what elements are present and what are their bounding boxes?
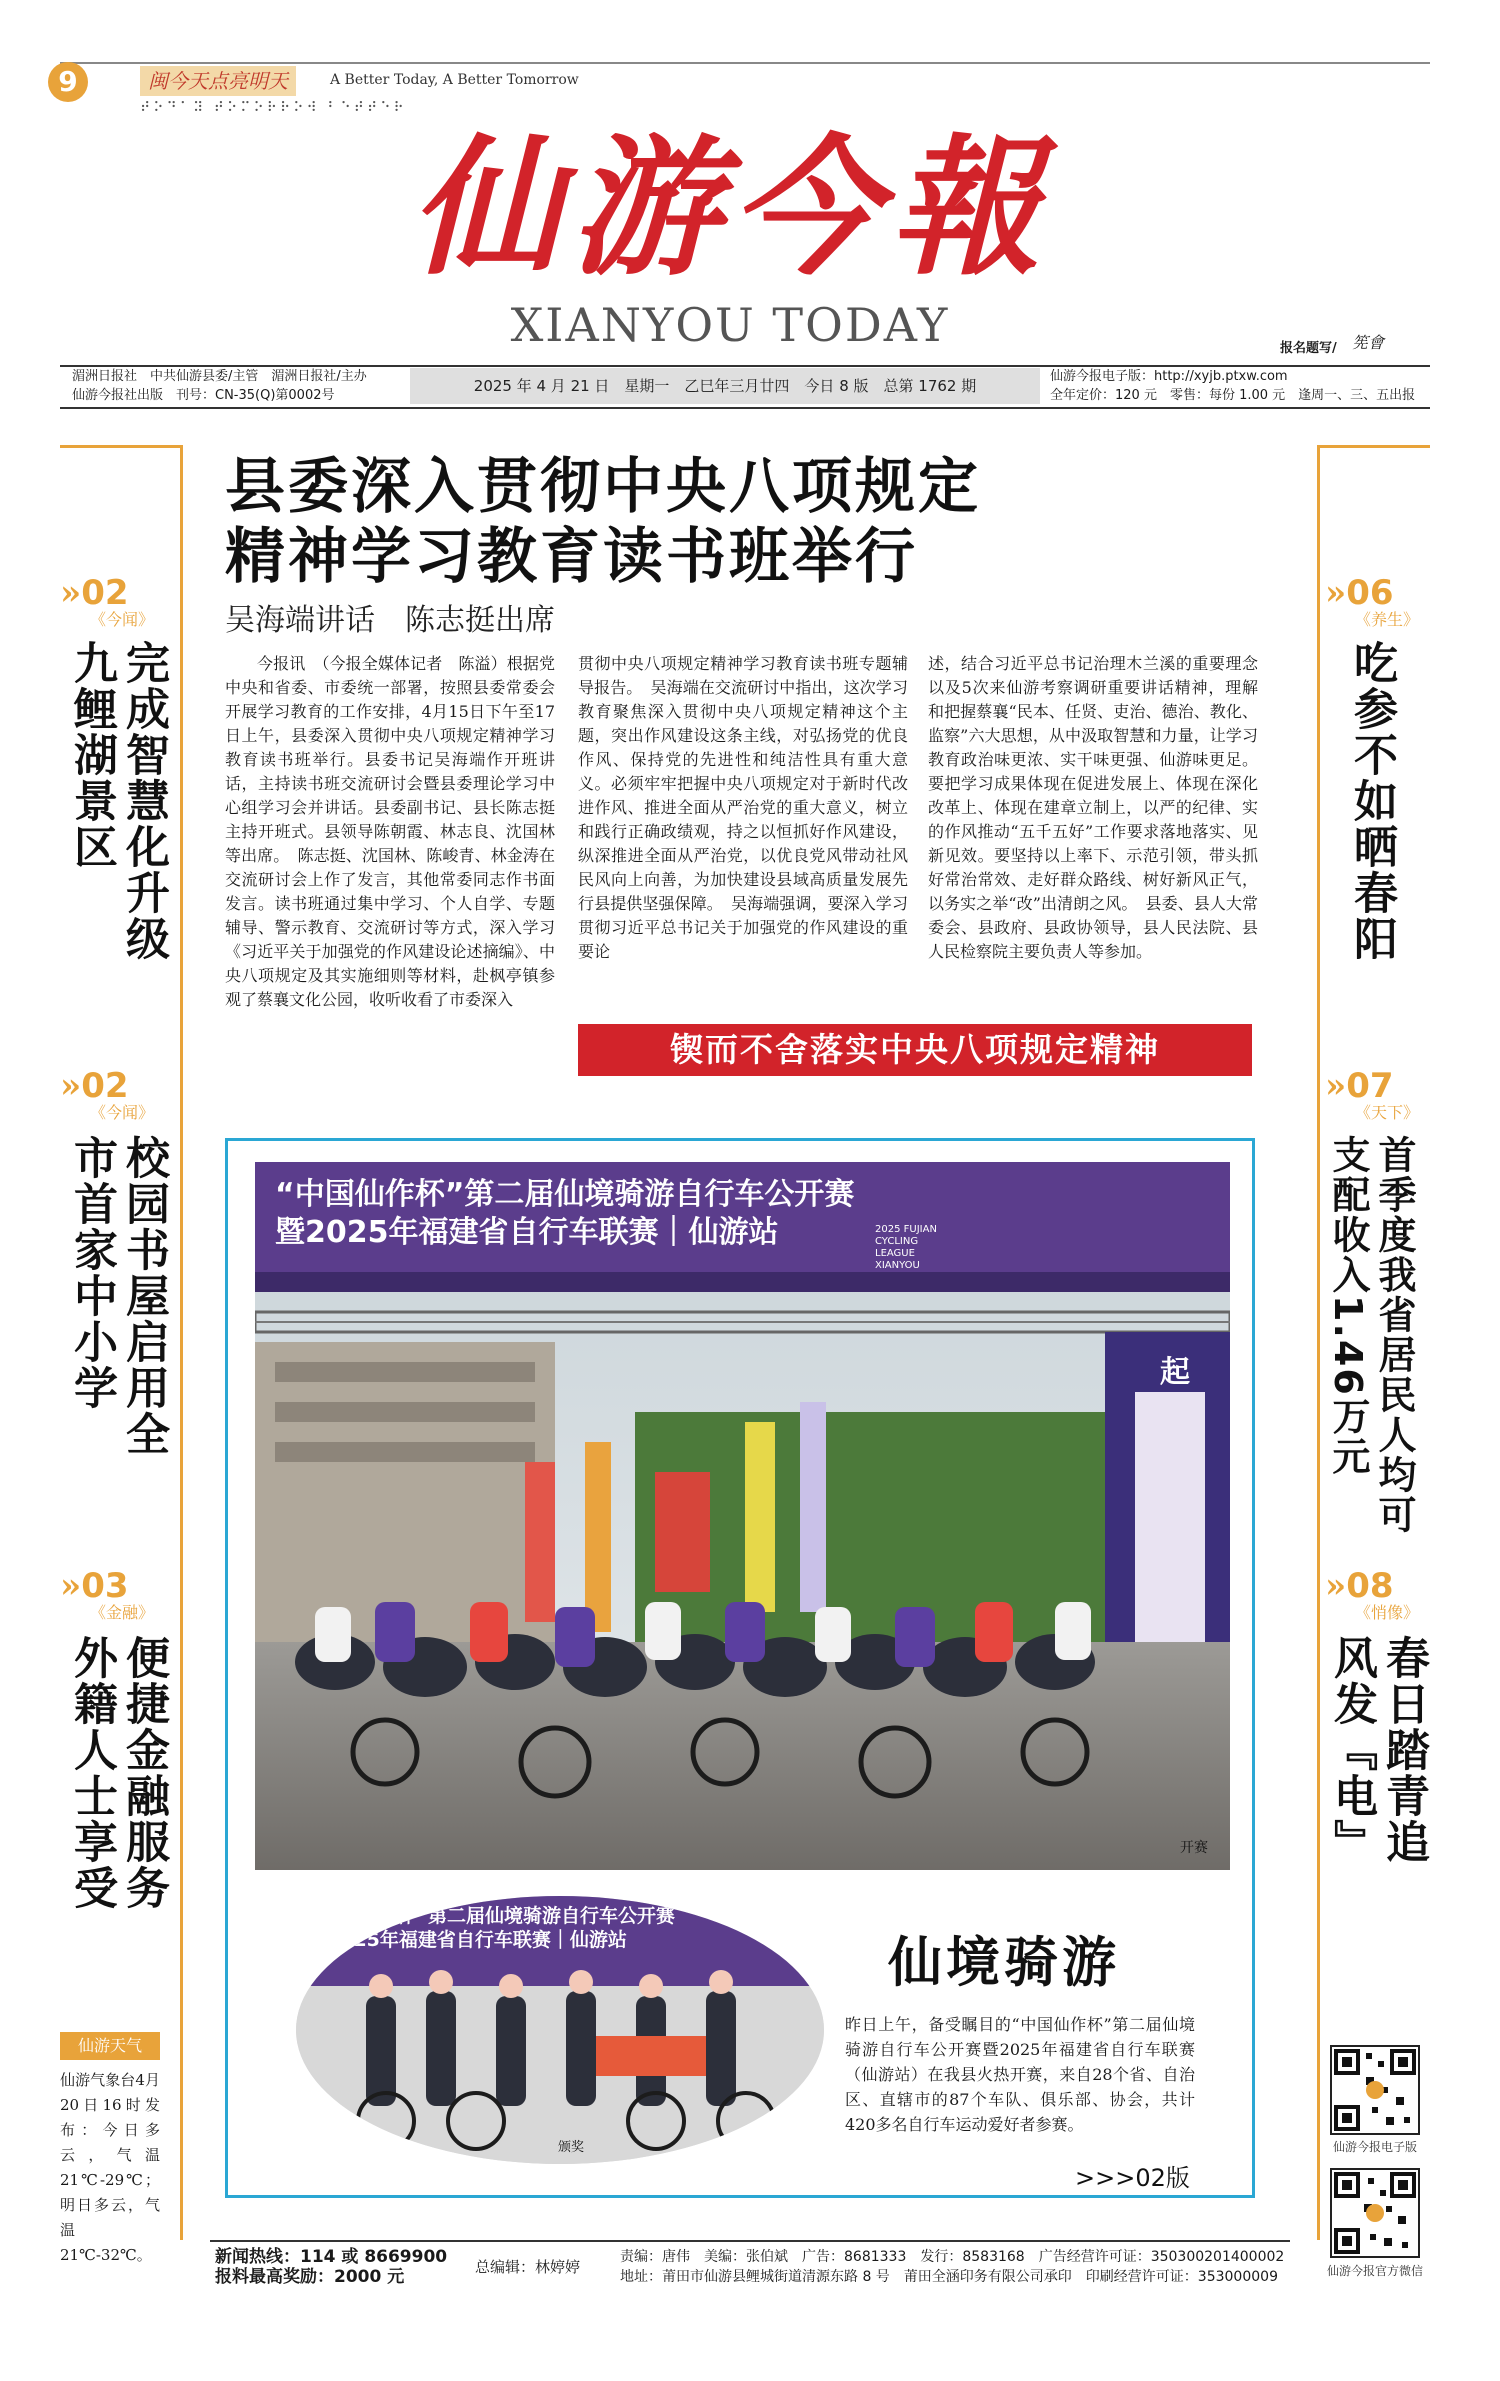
lead-headline-line-1: 县委深入贯彻中央八项规定 <box>225 452 981 522</box>
index-headline-right-2[interactable] <box>1325 1135 1417 1555</box>
index-headline-left-1[interactable] <box>65 640 169 1000</box>
index-page-num: 02 <box>81 573 129 613</box>
photo-caption-start: 开赛 <box>1180 1840 1208 1856</box>
e-edition-url[interactable]: 仙游今报电子版：http://xyjb.ptxw.com <box>1050 369 1288 384</box>
award-banner-text <box>308 1904 808 1952</box>
index-headline-left-3[interactable] <box>65 1635 169 1955</box>
braille-text: ⠞⠕⠙⠁⠽ ⠞⠕⠍⠕⠗⠗⠕⠺ ⠃⠑⠞⠞⠑⠗ <box>140 100 407 116</box>
weather-label: 仙游天气 <box>60 2032 160 2060</box>
race-start-illustration <box>255 1162 1230 1870</box>
index-section: 《金融》 <box>90 1603 155 1622</box>
award-banner-line-2: 暨2025年福建省自行车联赛｜仙游站 <box>308 1929 627 1951</box>
slogan-cn: 闽今天点亮明天 <box>140 66 296 96</box>
index-line: 便捷金融服务 <box>118 1635 169 1911</box>
masthead-english: XIANYOU TODAY <box>510 298 950 352</box>
top-rule <box>60 62 1430 64</box>
publisher-line-1: 湄洲日报社 中共仙游县委/主管 湄洲日报社/主办 <box>72 369 367 384</box>
index-page-num: 02 <box>81 1066 129 1106</box>
index-item-right-2[interactable] <box>1325 1068 1419 1122</box>
article-column-2 <box>578 652 908 964</box>
footer-hotline <box>215 2247 447 2287</box>
title-credit: 报名题写/ <box>1280 341 1337 356</box>
article-column-3 <box>928 652 1258 964</box>
photo-story-title[interactable]: 仙境骑游 <box>888 1931 1120 1994</box>
event-banner-line-2: 暨2025年福建省自行车联赛｜仙游站 <box>275 1215 779 1250</box>
chevron-right-icon: » <box>60 1066 82 1106</box>
start-gate-sign: 起 <box>1160 1355 1190 1390</box>
qr-caption-wechat: 仙游今报官方微信 <box>1326 2264 1423 2278</box>
qr-pattern <box>1332 2170 1418 2256</box>
price-line: 全年定价：120 元 零售：每份 1.00 元 逢周一、三、五出报 <box>1050 388 1416 403</box>
article-text: 今报讯 （今报全媒体记者 陈溢）根据党中央和省委、市委统一部署，按照县委常委会开展学习教育的工作安排，4月15日下午至17日上午，县委深入贯彻中央八项规定精神学习教育读书班举行。县委书记吴海端作开班讲话，主持读书班交流研讨会暨县委理论学习中心组学习会并讲话。县委副书记、县长陈志挺主持开班式。县领导陈朝霞、林志良、沈国林等出席。 陈志挺、沈国林、陈峻青、林金涛在交流研讨会上作了发言，其他常委同志作书面发言。读书班通过集中学习、个人自学、专题辅导、警示教育、交流研讨等方式，深入学习《习近平关于加强党的作风建设论述摘编》、中央八项规定及其实施细则等材料，赴枫亭镇参观了蔡襄文化公园，收听收看了市委深入 <box>225 654 555 1009</box>
index-line: 九鲤湖景区 <box>66 640 117 870</box>
index-line: 人均可支配收入1.46万元 <box>1326 1135 1416 1535</box>
lead-headline-line-2: 精神学习教育读书班举行 <box>225 522 918 592</box>
photo-caption-award: 颁奖 <box>558 2140 585 2155</box>
index-item-right-3[interactable] <box>1325 1568 1419 1622</box>
index-section: 《天下》 <box>1355 1103 1420 1122</box>
slogan-en: A Better Today, A Better Tomorrow <box>330 72 579 88</box>
index-item-left-3[interactable] <box>60 1568 154 1622</box>
index-line: 首季度我省居民 <box>1372 1135 1416 1415</box>
staff-text: 责编：唐伟 美编：张伯斌 广告：8681333 发行：8583168 广告经营许可证：350300201400002 <box>620 2249 1285 2265</box>
award-photo[interactable] <box>290 1890 830 2170</box>
lead-headline[interactable] <box>225 452 1125 592</box>
event-banner-english: 2025 FUJIAN CYCLING LEAGUE XIANYOU <box>875 1224 937 1271</box>
index-section: 《今闻》 <box>90 1103 155 1122</box>
index-line: 全市首家中小学 <box>66 1135 169 1457</box>
chevron-right-icon: » <box>1325 1566 1347 1606</box>
continued-link[interactable]: >>>02版 <box>1075 2164 1190 2192</box>
index-item-right-1[interactable] <box>1325 575 1419 629</box>
index-headline-right-1[interactable] <box>1345 640 1397 1020</box>
footer-rule <box>210 2240 1290 2242</box>
qr-caption-e-edition: 仙游今报电子版 <box>1332 2140 1417 2154</box>
weather-text: 仙游气象台4月20日16时发布：今日多云，气温21℃-29℃；明日多云，气温21℃-32℃。 <box>60 2071 160 2264</box>
masthead-title: 仙游今報 <box>409 120 1050 296</box>
publisher-info <box>60 367 400 405</box>
address-text: 地址：莆田市仙游县鲤城街道清源东路 8 号 莆田全涵印务有限公司承印 印刷经营许可证：353000009 <box>620 2269 1278 2285</box>
left-rail-top <box>60 445 182 448</box>
award-banner-line-1: “中国仙作杯”第二届仙境骑游自行车公开赛 <box>308 1905 675 1927</box>
left-rail <box>180 445 183 2240</box>
chevron-right-icon: » <box>60 1566 82 1606</box>
index-line: 完成智慧化升级 <box>118 640 169 962</box>
index-section: 《悄像》 <box>1355 1603 1420 1622</box>
hotline-text: 新闻热线：114 或 8669900 <box>215 2247 448 2267</box>
qr-pattern <box>1332 2047 1418 2133</box>
race-start-photo[interactable] <box>255 1162 1230 1870</box>
footer-editor: 总编辑：林婷婷 <box>475 2258 581 2276</box>
index-item-left-1[interactable] <box>60 575 154 629</box>
index-line: 校园书屋启用 <box>118 1135 169 1411</box>
right-rail-top <box>1317 445 1430 448</box>
index-line: 春日踏青 <box>1378 1635 1429 1819</box>
reward-text: 报料最高奖励：2000 元 <box>215 2267 405 2287</box>
event-banner-line-1: “中国仙作杯”第二届仙境骑游自行车公开赛 <box>275 1177 855 1212</box>
index-item-left-2[interactable] <box>60 1068 154 1122</box>
right-rail <box>1317 445 1320 2240</box>
chevron-right-icon: » <box>1325 1066 1347 1106</box>
index-line: 吃参不如晒春阳 <box>1346 640 1397 962</box>
index-line: 外籍人士享受 <box>66 1635 117 1911</box>
photo-story-text: 昨日上午，备受瞩目的“中国仙作杯”第二届仙境骑游自行车公开赛暨2025年福建省自行车联赛（仙游站）在我县火热开赛，来自28个省、自治区、直辖市的87个车队、俱乐部、协会，共计420多名自行车运动爱好者参赛。 <box>845 2015 1195 2134</box>
article-text: 贯彻中央八项规定精神学习教育读书班专题辅导报告。 吴海端在交流研讨中指出，这次学习教育聚焦深入贯彻中央八项规定精神这个主题，突出作风建设这条主线，对弘扬党的优良作风、保持党的先进性和纯洁性具有重大意义。必须牢牢把握中央八项规定对于新时代改进作风、推进全面从严治党的重大意义，树立和践行正确政绩观，持之以恒抓好作风建设，纵深推进全面从严治党，以优良党风带动社风民风向上向善，为加快建设县域高质量发展先行县提供坚强保障。 吴海端强调，要深入学习贯彻习近平总书记关于加强党的作风建设的重要论 <box>578 654 908 961</box>
qr-code-icon[interactable] <box>1330 2045 1420 2135</box>
article-column-1 <box>225 652 555 1012</box>
index-headline-right-3[interactable] <box>1325 1635 1429 1895</box>
brand-logo-icon: 9 <box>48 62 88 102</box>
index-section: 《养生》 <box>1355 610 1420 629</box>
chevron-right-icon: » <box>1325 573 1347 613</box>
qr-code-icon[interactable] <box>1330 2168 1420 2258</box>
price-info <box>1050 367 1430 405</box>
title-credit-signature: 筅會 <box>1352 333 1385 352</box>
article-text: 述，结合习近平总书记治理木兰溪的重要理念以及5次来仙游考察调研重要讲话精神，理解和把握蔡襄“民本、任贤、吏治、德治、教化、监察”六大思想，从中汲取智慧和力量，让学习教育政治味更浓、实干味更强、仙游味更足。要把学习成果体现在促进发展上、体现在深化改革上、体现在建章立制上，以严的纪律、实的作风推动“五千五好”工作要求落地落实、见新见效。要坚持以上率下、示范引领，带头抓好常治常效、走好群众路线、树好新风正气，以务实之举“改”出清朗之风。 县委、县人大常委会、县政府、县政协领导，县人民法院、县人民检察院主要负责人等参加。 <box>928 654 1258 961</box>
index-headline-left-2[interactable] <box>65 1135 169 1495</box>
chevron-right-icon: » <box>60 573 82 613</box>
index-page-num: 06 <box>1346 573 1394 613</box>
campaign-banner: 锲而不舍落实中央八项规定精神 <box>578 1024 1252 1076</box>
index-line: 追风发『电』 <box>1326 1635 1429 1865</box>
index-page-num: 07 <box>1346 1066 1394 1106</box>
footer-credits <box>620 2247 1284 2287</box>
issue-info: 2025 年 4 月 21 日 星期一 乙巳年三月廿四 今日 8 版 总第 1762 期 <box>410 368 1040 404</box>
index-page-num: 08 <box>1346 1566 1394 1606</box>
lead-subhead: 吴海端讲话 陈志挺出席 <box>225 603 555 638</box>
index-section: 《今闻》 <box>90 610 155 629</box>
index-page-num: 03 <box>81 1566 129 1606</box>
publisher-line-2: 仙游今报社出版 刊号：CN-35(Q)第0002号 <box>72 388 335 403</box>
